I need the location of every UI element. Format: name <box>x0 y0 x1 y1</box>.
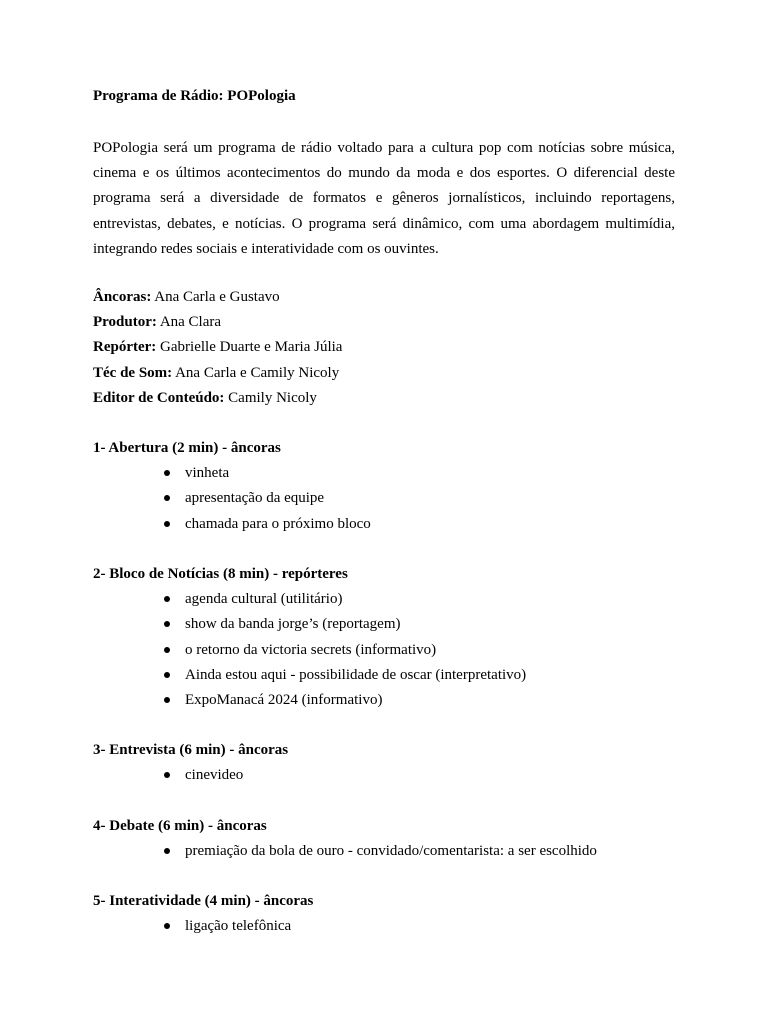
list-item <box>93 487 675 512</box>
section-title: 3- Entrevista (6 min) - âncoras <box>93 742 289 758</box>
list-item-text: apresentação da equipe <box>185 490 325 507</box>
list-item <box>93 664 675 689</box>
intro-paragraph: POPologia será um programa de rádio voltado para a cultura pop com notícias sobre música, cinema e os últimos acontecimentos do mundo da moda e dos esportes. O diferencial deste programa será a diversidade de formatos e gêneros jornalísticos, incluindo reportagens, entrevistas, debates, e notícias. O programa será dinâmico, com uma abordagem multimídia, integrando redes sociais e interatividade com os ouvintes. <box>93 140 675 257</box>
credit-value: Ana Carla e Camily Nicoly <box>172 364 340 381</box>
credit-label: Âncoras: <box>93 289 152 305</box>
list-item-text: ExpoManacá 2024 (informativo) <box>185 691 383 708</box>
bullet-icon <box>164 495 170 501</box>
bullet-list <box>93 764 675 789</box>
bullet-list <box>93 840 675 865</box>
list-item <box>93 840 675 865</box>
credit-value: Gabrielle Duarte e Maria Júlia <box>156 339 343 356</box>
list-item <box>93 915 675 940</box>
credit-label: Editor de Conteúdo: <box>93 389 225 406</box>
list-item <box>93 689 675 714</box>
list-item-text: ligação telefônica <box>185 918 292 935</box>
document-title: Programa de Rádio: POPologia <box>93 88 296 104</box>
section-debate <box>93 815 675 865</box>
bullet-icon <box>164 470 170 476</box>
credit-value: Camily Nicoly <box>224 389 317 406</box>
list-item-text: show da banda jorge’s (reportagem) <box>185 616 401 633</box>
section-abertura <box>93 437 675 538</box>
section-title: 1- Abertura (2 min) - âncoras <box>93 440 281 456</box>
section-entrevista <box>93 739 675 789</box>
list-item-text: cinevideo <box>185 767 244 784</box>
credit-reporter <box>93 336 675 361</box>
credits-list <box>93 286 675 412</box>
section-interatividade <box>93 890 675 940</box>
bullet-icon <box>164 621 170 627</box>
section-title: 2- Bloco de Notícias (8 min) - repórteres <box>93 566 348 582</box>
section-title: 4- Debate (6 min) - âncoras <box>93 818 267 834</box>
section-bloco-noticias <box>93 563 675 714</box>
credit-value: Ana Carla e Gustavo <box>151 289 280 305</box>
list-item <box>93 613 675 638</box>
bullet-list <box>93 915 675 940</box>
credit-label: Téc de Som: <box>93 364 173 381</box>
bullet-icon <box>164 848 170 854</box>
bullet-list <box>93 462 675 538</box>
bullet-icon <box>164 521 170 527</box>
section-title: 5- Interatividade (4 min) - âncoras <box>93 893 314 909</box>
list-item-text: Ainda estou aqui - possibilidade de oscar (interpretativo) <box>185 666 527 683</box>
bullet-icon <box>164 672 170 678</box>
list-item-text: agenda cultural (utilitário) <box>185 591 343 608</box>
list-item <box>93 588 675 613</box>
credit-value: Ana Clara <box>156 314 222 331</box>
bullet-icon <box>164 772 170 778</box>
bullet-icon <box>164 647 170 653</box>
credit-label: Produtor: <box>93 314 157 331</box>
list-item <box>93 764 675 789</box>
credit-ancoras <box>93 286 675 311</box>
credit-tec-som <box>93 362 675 387</box>
list-item-text: o retorno da victoria secrets (informativo) <box>185 641 437 658</box>
list-item <box>93 639 675 664</box>
list-item-text: chamada para o próximo bloco <box>185 515 371 532</box>
bullet-list <box>93 588 675 714</box>
bullet-icon <box>164 923 170 929</box>
list-item <box>93 513 675 538</box>
credit-label: Repórter: <box>93 339 157 356</box>
list-item-text: premiação da bola de ouro - convidado/comentarista: a ser escolhido <box>185 843 597 860</box>
credit-editor <box>93 387 675 412</box>
credit-produtor <box>93 311 675 336</box>
bullet-icon <box>164 596 170 602</box>
list-item-text: vinheta <box>185 465 230 482</box>
bullet-icon <box>164 697 170 703</box>
list-item <box>93 462 675 487</box>
